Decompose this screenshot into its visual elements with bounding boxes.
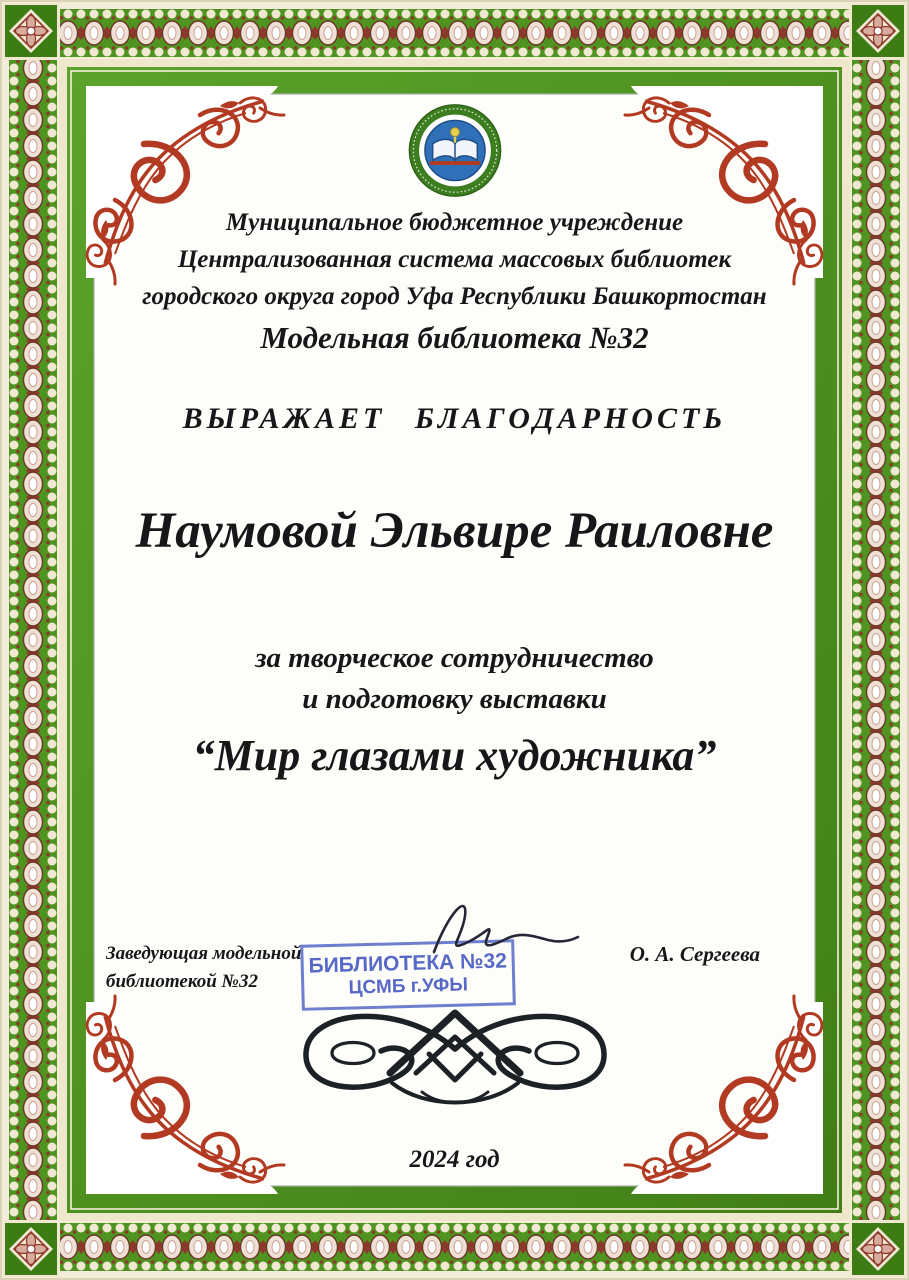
handwritten-signature-icon: [424, 890, 584, 970]
reason-line2: и подготовку выставки: [302, 683, 607, 715]
organization-line2: Централизованная система массовых библиотек: [177, 246, 732, 273]
stamp-line2: ЦСМБ г.УФЫ: [348, 974, 469, 999]
signatory-role: [106, 940, 326, 996]
reason-text: [94, 638, 815, 720]
year-text: 2024 год: [409, 1146, 500, 1173]
certificate-body: [94, 94, 815, 1186]
flourish-wrap: [280, 997, 630, 1120]
signatory-role-line2: библиотекой №32: [106, 971, 258, 992]
open-book-emblem-icon: [406, 102, 503, 199]
calligraphic-flourish-icon: [280, 997, 630, 1115]
organization-name: [94, 204, 815, 315]
gratitude-heading: ВЫРАЖАЕТ БЛАГОДАРНОСТЬ: [182, 402, 727, 435]
exhibition-title: “Мир глазами художника”: [192, 731, 717, 780]
library-logo: [406, 102, 503, 204]
library-name: Модельная библиотека №32: [260, 320, 649, 355]
recipient-name: Наумовой Эльвире Раиловне: [135, 503, 774, 559]
organization-line1: Муниципальное бюджетное учреждение: [225, 209, 684, 236]
organization-line3: городского округа город Уфа Республики Башкортостан: [142, 283, 767, 310]
signatory-role-line1: Заведующая модельной: [106, 943, 302, 964]
stamp-line1: БИБЛИОТЕКА №32: [308, 949, 508, 978]
reason-line1: за творческое сотрудничество: [255, 642, 654, 674]
signatory-name: О. А. Сергеева: [629, 942, 760, 966]
